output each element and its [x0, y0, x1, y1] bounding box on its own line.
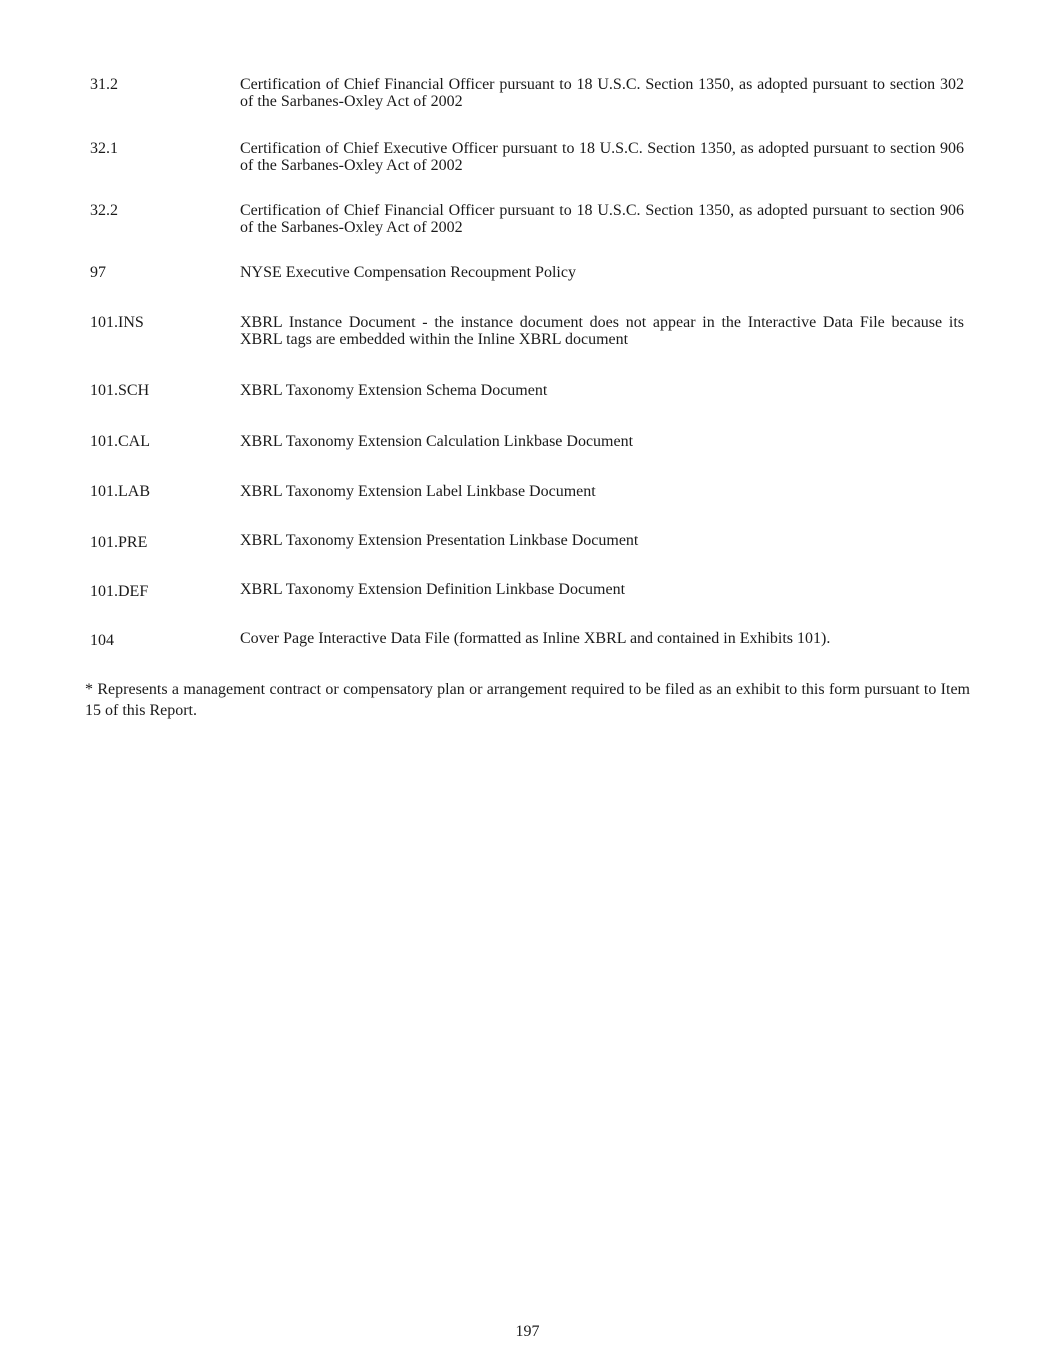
footnote: * Represents a management contract or compensatory plan or arrangement required to be filed as an exhibit to this form pursuant to Item 15 of this Report. [85, 681, 970, 719]
exhibit-number: 101.CAL [90, 433, 150, 450]
exhibit-description: XBRL Taxonomy Extension Definition Linkbase Document [240, 581, 626, 598]
exhibit-number: 101.SCH [90, 382, 150, 399]
exhibit-number: 101.INS [90, 314, 144, 331]
exhibit-number: 104 [90, 632, 114, 649]
exhibit-description: Certification of Chief Financial Officer pursuant to 18 U.S.C. Section 1350, as adopted pursuant to section 302 of the Sarbanes-Oxley Act of 2002 [240, 76, 964, 110]
exhibit-description: XBRL Taxonomy Extension Presentation Linkbase Document [240, 532, 639, 549]
exhibit-number: 32.2 [90, 202, 118, 219]
exhibit-number: 31.2 [90, 76, 118, 93]
exhibit-number: 101.DEF [90, 583, 149, 600]
exhibit-description: XBRL Taxonomy Extension Schema Document [240, 382, 548, 399]
exhibit-description: Certification of Chief Financial Officer pursuant to 18 U.S.C. Section 1350, as adopted pursuant to section 906 of the Sarbanes-Oxley Act of 2002 [240, 202, 964, 236]
exhibit-number: 97 [90, 264, 106, 281]
exhibit-number: 101.PRE [90, 534, 148, 551]
exhibit-description: NYSE Executive Compensation Recoupment Policy [240, 264, 576, 281]
exhibit-number: 32.1 [90, 140, 118, 157]
exhibit-description: Certification of Chief Executive Officer pursuant to 18 U.S.C. Section 1350, as adopted pursuant to section 906 of the Sarbanes-Oxley Act of 2002 [240, 140, 964, 174]
exhibit-description: XBRL Instance Document - the instance document does not appear in the Interactive Data File because its XBRL tags are embedded within the Inline XBRL document [240, 314, 964, 348]
exhibit-description: Cover Page Interactive Data File (formatted as Inline XBRL and contained in Exhibits 101). [240, 630, 831, 647]
page-number: 197 [515, 1323, 540, 1340]
exhibit-description: XBRL Taxonomy Extension Label Linkbase Document [240, 483, 596, 500]
exhibit-number: 101.LAB [90, 483, 150, 500]
exhibit-description: XBRL Taxonomy Extension Calculation Linkbase Document [240, 433, 634, 450]
